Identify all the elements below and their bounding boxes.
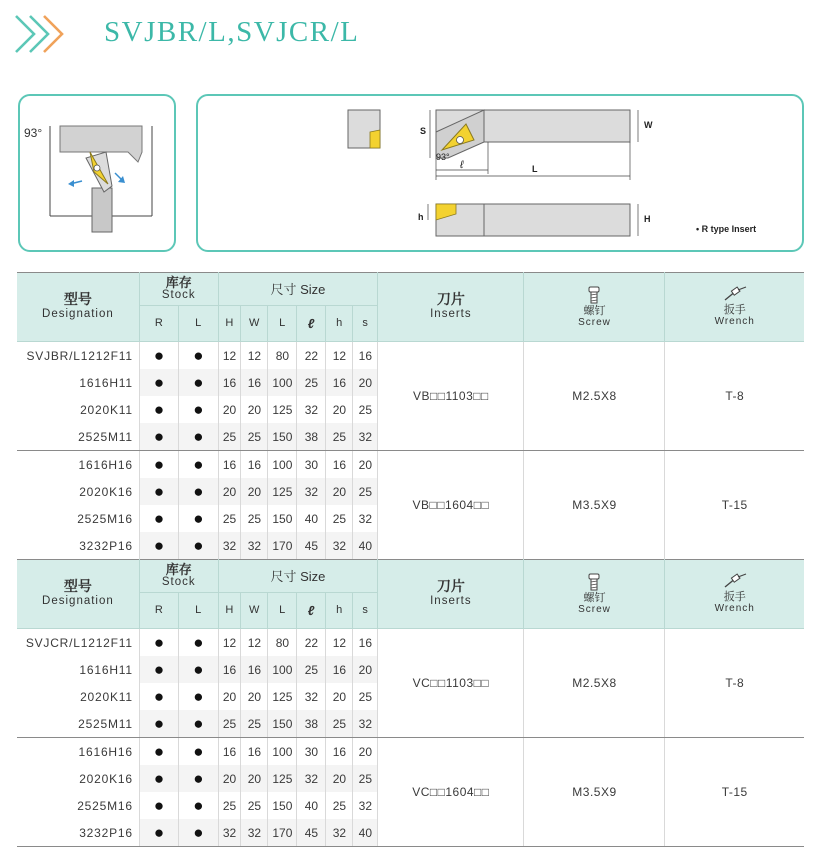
size-cell-lv: 170 — [268, 532, 297, 560]
size-cell-w: 32 — [241, 819, 268, 847]
stock-r-dot: ● — [139, 710, 178, 738]
wrench-icon — [722, 573, 748, 589]
size-cell-s: 32 — [353, 710, 378, 738]
size-cell-s: 20 — [353, 738, 378, 766]
size-col-header: W — [241, 306, 268, 342]
designation-en: Designation — [42, 595, 114, 607]
inserts-en: Inserts — [430, 308, 472, 320]
size-cell-h: 20 — [218, 478, 241, 505]
designation-cell: 3232P16 — [17, 819, 139, 847]
stock-l-dot: ● — [179, 396, 218, 423]
screw-en: Screw — [578, 603, 611, 615]
designation-cell: 1616H16 — [17, 451, 139, 479]
designation-cell: 2020K16 — [17, 765, 139, 792]
dim-l-big-label: L — [532, 164, 538, 174]
designation-cn: 型号 — [63, 578, 92, 594]
size-cell-l: 32 — [297, 765, 326, 792]
screw-header — [524, 273, 665, 342]
size-cell-s: 40 — [353, 532, 378, 560]
stock-col-header: R — [139, 593, 178, 629]
size-cell-w: 12 — [241, 342, 268, 370]
designation-cell: 2525M16 — [17, 792, 139, 819]
insert-cell: VC□□1103□□ — [378, 629, 524, 738]
size-cell-lv: 125 — [268, 396, 297, 423]
size-cell-l: 40 — [297, 792, 326, 819]
size-cell-h: 20 — [218, 765, 241, 792]
stock-r-dot: ● — [139, 765, 178, 792]
svjb-spec-table — [17, 272, 804, 560]
size-cell-s: 16 — [353, 342, 378, 370]
size-cell-l: 32 — [297, 683, 326, 710]
size-cell-h: 16 — [326, 656, 353, 683]
insert-cell: VB□□1103□□ — [378, 342, 524, 451]
size-cell-lv: 100 — [268, 738, 297, 766]
wrench-en: Wrench — [714, 603, 755, 614]
stock-l-dot: ● — [179, 342, 218, 370]
stock-col-header: R — [139, 306, 178, 342]
size-cell-h: 16 — [218, 656, 241, 683]
size-cell-h: 32 — [218, 819, 241, 847]
insert-cell: VB□□1604□□ — [378, 451, 524, 560]
inserts-en: Inserts — [430, 595, 472, 607]
tool-dimension-diagram — [196, 94, 804, 252]
size-cell-s: 25 — [353, 396, 378, 423]
stock-r-dot: ● — [139, 451, 178, 479]
size-cell-l: 45 — [297, 819, 326, 847]
size-col-header: L — [268, 593, 297, 629]
wrench-header — [665, 273, 804, 342]
stock-r-dot: ● — [139, 656, 178, 683]
stock-l-dot: ● — [179, 451, 218, 479]
table-row — [17, 738, 804, 766]
size-cell-s: 20 — [353, 451, 378, 479]
wrench-en: Wrench — [714, 316, 755, 327]
stock-r-dot: ● — [139, 683, 178, 710]
size-cell-s: 32 — [353, 423, 378, 451]
stock-l-dot: ● — [179, 478, 218, 505]
inserts-cn: 刀片 — [436, 291, 465, 307]
size-col-header: ℓ — [297, 593, 326, 629]
size-cell-h: 20 — [326, 478, 353, 505]
stock-l-dot: ● — [179, 532, 218, 560]
designation-cn: 型号 — [63, 291, 92, 307]
size-cell-s: 40 — [353, 819, 378, 847]
size-cell-h: 16 — [218, 451, 241, 479]
stock-l-dot: ● — [179, 505, 218, 532]
wrench-cell: T-15 — [665, 451, 804, 560]
size-cell-lv: 150 — [268, 423, 297, 451]
stock-r-dot: ● — [139, 792, 178, 819]
size-cell-lv: 80 — [268, 629, 297, 657]
stock-l-dot: ● — [179, 792, 218, 819]
table-row — [17, 342, 804, 370]
size-cell-lv: 170 — [268, 819, 297, 847]
size-cell-h: 16 — [218, 738, 241, 766]
stock-col-header: L — [179, 306, 218, 342]
size-cell-w: 32 — [241, 532, 268, 560]
size-cell-h: 20 — [218, 396, 241, 423]
screw-cell: M3.5X9 — [524, 451, 665, 560]
stock-r-dot: ● — [139, 505, 178, 532]
designation-cell: 2020K11 — [17, 396, 139, 423]
screw-cn: 螺钉 — [583, 591, 606, 604]
size-cell-h: 12 — [218, 629, 241, 657]
size-cell-l: 30 — [297, 451, 326, 479]
designation-cell: 1616H11 — [17, 656, 139, 683]
dim-angle-label: 93° — [436, 152, 450, 162]
stock-r-dot: ● — [139, 396, 178, 423]
size-cell-lv: 125 — [268, 478, 297, 505]
size-cell-s: 20 — [353, 369, 378, 396]
stock-en: Stock — [161, 576, 196, 588]
designation-cell: 2525M16 — [17, 505, 139, 532]
size-cell-s: 25 — [353, 478, 378, 505]
size-cell-w: 12 — [241, 629, 268, 657]
wrench-cell: T-8 — [665, 629, 804, 738]
size-cell-h: 25 — [326, 505, 353, 532]
size-cell-lv: 150 — [268, 505, 297, 532]
wrench-cn: 扳手 — [723, 591, 746, 603]
size-cell-l: 45 — [297, 532, 326, 560]
size-cell-h: 25 — [326, 423, 353, 451]
size-cell-s: 25 — [353, 765, 378, 792]
wrench-cell: T-15 — [665, 738, 804, 847]
svjc-spec-table — [17, 559, 804, 847]
designation-cell: 1616H11 — [17, 369, 139, 396]
size-cell-l: 32 — [297, 396, 326, 423]
screw-icon — [587, 573, 601, 591]
stock-r-dot: ● — [139, 629, 178, 657]
designation-cell: 2020K11 — [17, 683, 139, 710]
stock-r-dot: ● — [139, 423, 178, 451]
stock-l-dot: ● — [179, 423, 218, 451]
screw-header — [524, 560, 665, 629]
size-cell-lv: 80 — [268, 342, 297, 370]
size-cell-lv: 100 — [268, 369, 297, 396]
size-cell-h: 25 — [326, 792, 353, 819]
stock-r-dot: ● — [139, 342, 178, 370]
size-cell-w: 25 — [241, 710, 268, 738]
size-cell-h: 25 — [218, 710, 241, 738]
size-cell-h: 12 — [218, 342, 241, 370]
stock-cn: 库存 — [165, 562, 192, 577]
size-cell-h: 16 — [326, 738, 353, 766]
stock-l-dot: ● — [179, 738, 218, 766]
size-cell-h: 25 — [218, 423, 241, 451]
stock-header — [139, 560, 218, 593]
stock-r-dot: ● — [139, 738, 178, 766]
size-cell-w: 16 — [241, 656, 268, 683]
designation-cell: 2525M11 — [17, 710, 139, 738]
size-col-header: H — [218, 306, 241, 342]
size-cell-lv: 100 — [268, 656, 297, 683]
size-cell-w: 20 — [241, 396, 268, 423]
size-cell-l: 38 — [297, 710, 326, 738]
size-cell-l: 32 — [297, 478, 326, 505]
size-cell-h: 12 — [326, 342, 353, 370]
size-cell-s: 16 — [353, 629, 378, 657]
stock-r-dot: ● — [139, 532, 178, 560]
size-cell-h: 20 — [326, 765, 353, 792]
stock-l-dot: ● — [179, 369, 218, 396]
designation-cell: 3232P16 — [17, 532, 139, 560]
designation-cell: 1616H16 — [17, 738, 139, 766]
size-col-header: L — [268, 306, 297, 342]
size-cell-h: 25 — [326, 710, 353, 738]
stock-en: Stock — [161, 289, 196, 301]
dim-w-label: W — [644, 120, 653, 130]
wrench-header — [665, 560, 804, 629]
size-cell-h: 16 — [326, 451, 353, 479]
stock-l-dot: ● — [179, 629, 218, 657]
size-cell-h: 20 — [326, 396, 353, 423]
wrench-cn: 扳手 — [723, 304, 746, 316]
size-cell-s: 32 — [353, 505, 378, 532]
dim-h-small-label: h — [418, 212, 424, 222]
size-cell-h: 20 — [326, 683, 353, 710]
stock-r-dot: ● — [139, 478, 178, 505]
size-cell-w: 16 — [241, 738, 268, 766]
stock-col-header: L — [179, 593, 218, 629]
size-cell-h: 25 — [218, 792, 241, 819]
size-cell-l: 30 — [297, 738, 326, 766]
dim-l-small-label: ℓ — [460, 159, 464, 171]
size-cell-h: 20 — [218, 683, 241, 710]
size-cell-lv: 150 — [268, 792, 297, 819]
stock-r-dot: ● — [139, 819, 178, 847]
stock-cn: 库存 — [165, 275, 192, 290]
screw-icon — [587, 286, 601, 304]
size-col-header: ℓ — [297, 306, 326, 342]
stock-l-dot: ● — [179, 710, 218, 738]
size-cell-w: 16 — [241, 451, 268, 479]
designation-header — [17, 560, 139, 629]
size-cell-h: 16 — [326, 369, 353, 396]
stock-l-dot: ● — [179, 656, 218, 683]
designation-cell: SVJCR/L1212F11 — [17, 629, 139, 657]
size-cell-l: 25 — [297, 369, 326, 396]
size-col-header: s — [353, 306, 378, 342]
dim-s-label: S — [420, 126, 427, 136]
designation-cell: 2020K16 — [17, 478, 139, 505]
stock-l-dot: ● — [179, 819, 218, 847]
stock-r-dot: ● — [139, 369, 178, 396]
size-cell-h: 25 — [218, 505, 241, 532]
size-cell-h: 32 — [218, 532, 241, 560]
size-cell-w: 25 — [241, 792, 268, 819]
size-cell-s: 32 — [353, 792, 378, 819]
screw-cell: M2.5X8 — [524, 629, 665, 738]
size-cell-h: 12 — [326, 629, 353, 657]
insert-type-note: • R type Insert — [696, 224, 757, 234]
size-cell-w: 25 — [241, 505, 268, 532]
dim-h-big-label: H — [644, 214, 651, 224]
designation-en: Designation — [42, 308, 114, 320]
screw-cn: 螺钉 — [583, 304, 606, 317]
size-cell-l: 25 — [297, 656, 326, 683]
size-cell-lv: 150 — [268, 710, 297, 738]
size-cell-s: 25 — [353, 683, 378, 710]
screw-en: Screw — [578, 316, 611, 328]
size-col-header: s — [353, 593, 378, 629]
designation-cell: 2525M11 — [17, 423, 139, 451]
size-cell-lv: 100 — [268, 451, 297, 479]
designation-header — [17, 273, 139, 342]
screw-cell: M3.5X9 — [524, 738, 665, 847]
angle-label: 93° — [24, 126, 43, 140]
size-cell-h: 32 — [326, 532, 353, 560]
size-cell-h: 32 — [326, 819, 353, 847]
size-cell-s: 20 — [353, 656, 378, 683]
size-col-header: H — [218, 593, 241, 629]
designation-cell: SVJBR/L1212F11 — [17, 342, 139, 370]
page-title: SVJBR/L,SVJCR/L — [104, 16, 360, 48]
size-cell-l: 38 — [297, 423, 326, 451]
inserts-cn: 刀片 — [436, 578, 465, 594]
table-row — [17, 629, 804, 657]
wrench-cell: T-8 — [665, 342, 804, 451]
size-cell-w: 25 — [241, 423, 268, 451]
wrench-icon — [722, 286, 748, 302]
size-cell-w: 20 — [241, 765, 268, 792]
page-header — [0, 0, 821, 80]
size-cell-l: 40 — [297, 505, 326, 532]
table-row — [17, 451, 804, 479]
insert-cell: VC□□1604□□ — [378, 738, 524, 847]
stock-l-dot: ● — [179, 765, 218, 792]
size-col-header: h — [326, 306, 353, 342]
size-header: 尺寸 Size — [218, 273, 378, 306]
stock-header — [139, 273, 218, 306]
size-cell-lv: 125 — [268, 683, 297, 710]
screw-cell: M2.5X8 — [524, 342, 665, 451]
size-cell-w: 20 — [241, 478, 268, 505]
size-cell-lv: 125 — [268, 765, 297, 792]
size-header: 尺寸 Size — [218, 560, 378, 593]
stock-l-dot: ● — [179, 683, 218, 710]
size-cell-l: 22 — [297, 342, 326, 370]
size-col-header: W — [241, 593, 268, 629]
size-col-header: h — [326, 593, 353, 629]
tool-angle-diagram — [18, 94, 176, 252]
size-cell-h: 16 — [218, 369, 241, 396]
size-cell-w: 16 — [241, 369, 268, 396]
inserts-header — [378, 560, 524, 629]
size-cell-l: 22 — [297, 629, 326, 657]
chevron-right-icon — [14, 12, 72, 56]
size-cell-w: 20 — [241, 683, 268, 710]
inserts-header — [378, 273, 524, 342]
